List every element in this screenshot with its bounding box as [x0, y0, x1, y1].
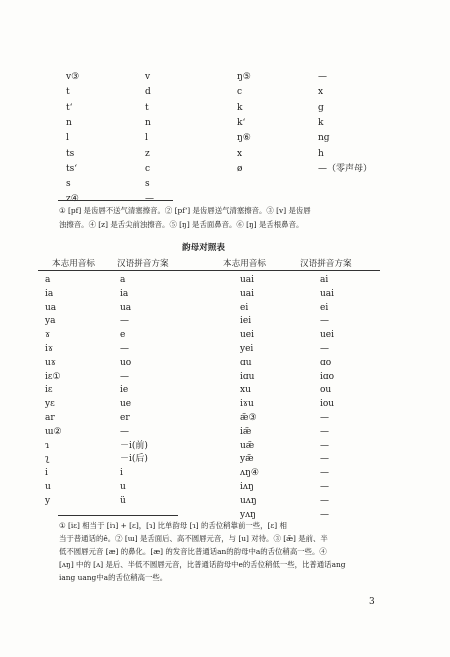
table-cell: yʌŋ	[240, 509, 256, 520]
table-cell: ua	[45, 302, 57, 313]
table-cell: tʻ	[66, 102, 73, 113]
table-cell: ar	[45, 413, 55, 423]
table-cell: k	[318, 117, 324, 128]
table-cell: iou	[320, 399, 335, 410]
table-cell: d	[145, 87, 151, 98]
table-cell: xu	[240, 385, 251, 396]
table-cell: z	[145, 148, 150, 159]
table-cell: —	[320, 316, 329, 327]
table-cell: uei	[320, 330, 335, 341]
table-cell: k	[237, 102, 243, 113]
table-cell: —	[120, 426, 129, 437]
table-cell: uai	[320, 288, 335, 299]
footnote-line: 低不圆唇元音 [æ] 的鼻化。[æ] 的发音比普通话an的韵母中a的舌位稍高一些。④	[59, 547, 327, 556]
table-cell: iæ̃	[240, 426, 252, 437]
vowel-table-title: 韵母对照表	[182, 243, 225, 253]
table-cell: uʌŋ	[240, 495, 257, 506]
table-cell: ɤ	[45, 330, 51, 341]
table-cell: —	[120, 371, 129, 382]
table-cell: ɯ②	[45, 426, 62, 437]
table-cell: ø	[237, 163, 243, 174]
table-cell: iei	[240, 316, 252, 327]
table-cell: ei	[240, 302, 249, 313]
table-cell: t	[145, 102, 149, 113]
header-rule	[38, 270, 380, 271]
table-cell: u	[120, 482, 126, 492]
table-cell: t	[66, 87, 70, 98]
footnote-line: [ʌŋ] 中的 [ʌ] 是后、半低不圆唇元音，比普通话韵母中e的舌位稍低一些，比普通话ang	[59, 560, 346, 569]
table-cell: c	[237, 87, 243, 98]
table-cell: n	[66, 117, 72, 128]
table-cell: iɑo	[320, 371, 335, 382]
table-cell: ou	[320, 385, 332, 396]
table-cell: i	[45, 468, 48, 479]
footnote-line: ① [iɛ] 相当于 [iɿ] + [ɛ]，[ɿ] 比单韵母 [ɿ] 的舌位稍靠前一些，[ɛ] 相	[59, 521, 287, 530]
table-cell: v③	[66, 72, 80, 82]
table-cell: —	[318, 72, 327, 82]
table-cell: iɑu	[240, 371, 255, 382]
footnote-line: ① [pf] 是齿唇不送气清塞擦音。② [pfʻ] 是齿唇送气清塞擦音。③ [v] 是齿唇	[59, 206, 311, 215]
table-cell: y	[45, 495, 51, 506]
table-cell: —	[320, 454, 329, 465]
table-cell: ia	[120, 288, 129, 299]
table-cell: ü	[120, 495, 126, 506]
table-cell: l	[66, 133, 69, 144]
table-cell: —	[320, 509, 329, 520]
table-cell: —	[320, 344, 329, 354]
page-number: 3	[369, 597, 375, 607]
table-cell: yɛ	[45, 399, 55, 410]
table-cell: tsʻ	[66, 163, 78, 174]
column-header: 本志用音标	[52, 259, 95, 269]
table-cell: uai	[240, 288, 255, 299]
table-cell: x	[237, 148, 243, 159]
footnote-line: 当于普通话的ê。② [ɯ] 是舌面后、高不圆唇元音，与 [u] 对待。③ [æ̃] 是前、半	[59, 534, 328, 543]
table-cell: ts	[66, 148, 75, 159]
table-cell: —	[320, 440, 329, 451]
table-cell: uo	[120, 357, 132, 368]
table-cell: uæ̃	[240, 440, 255, 451]
table-cell: v	[145, 72, 151, 82]
footnote-divider	[58, 515, 178, 516]
footnote-line: 浊擦音。④ [z] 是舌尖前浊擦音。⑤ [ŋ] 是舌面鼻音。⑥ [ŋ] 是舌根鼻音。	[59, 220, 304, 229]
table-cell: i	[120, 468, 123, 479]
table-cell: æ̃③	[240, 413, 257, 423]
table-cell: —	[120, 344, 129, 354]
table-cell: ŋ⑥	[237, 133, 251, 144]
table-cell: z④	[66, 194, 79, 205]
table-cell: ɿ	[45, 440, 50, 451]
table-cell: －i(后)	[120, 454, 148, 465]
table-cell: ŋ⑤	[237, 72, 251, 82]
table-cell: e	[120, 330, 126, 341]
table-cell: er	[120, 413, 130, 423]
table-cell: l	[145, 133, 148, 144]
table-cell: ie	[120, 385, 129, 396]
table-cell: ei	[320, 302, 329, 313]
table-cell: iɛ①	[45, 371, 61, 382]
table-cell: —	[145, 194, 154, 205]
table-cell: iʌŋ	[240, 482, 254, 492]
table-cell: ua	[120, 302, 132, 313]
table-cell: s	[145, 179, 150, 190]
table-cell: —（零声母）	[318, 163, 373, 174]
table-cell: a	[45, 275, 51, 285]
table-cell: c	[145, 163, 151, 174]
table-cell: iɤu	[240, 399, 254, 410]
table-cell: —	[120, 316, 129, 327]
table-cell: —	[320, 468, 329, 479]
table-cell: —	[320, 413, 329, 423]
table-cell: iɛ	[45, 385, 53, 396]
column-header: 本志用音标	[223, 259, 266, 269]
column-header: 汉语拼音方案	[300, 259, 352, 269]
table-cell: ɑu	[240, 357, 252, 368]
table-cell: —	[320, 482, 329, 492]
table-cell: ai	[320, 275, 329, 285]
table-cell: x	[318, 87, 324, 98]
table-cell: ɑo	[320, 357, 332, 368]
table-cell: yæ̃	[240, 454, 254, 465]
table-cell: a	[120, 275, 126, 285]
table-cell: uɤ	[45, 357, 56, 368]
table-cell: iɤ	[45, 344, 53, 354]
table-cell: s	[66, 179, 71, 190]
column-header: 汉语拼音方案	[117, 259, 169, 269]
footnote-divider	[58, 200, 173, 201]
table-cell: ʌŋ④	[240, 468, 259, 479]
footnote-line: iang uang中a的舌位稍高一些。	[59, 573, 168, 582]
table-cell: kʻ	[237, 117, 246, 128]
table-cell: h	[318, 148, 324, 159]
table-cell: －i(前)	[120, 440, 148, 451]
table-cell: —	[320, 426, 329, 437]
table-cell: ya	[45, 316, 56, 327]
table-cell: n	[145, 117, 151, 128]
table-cell: yei	[240, 344, 254, 354]
table-cell: ia	[45, 288, 54, 299]
table-cell: uei	[240, 330, 255, 341]
table-cell: g	[318, 102, 324, 113]
table-cell: ʅ	[45, 454, 50, 465]
table-cell: ue	[120, 399, 132, 410]
table-cell: u	[45, 482, 51, 492]
table-cell: —	[320, 495, 329, 506]
table-cell: uai	[240, 275, 255, 285]
table-cell: ng	[318, 133, 330, 144]
